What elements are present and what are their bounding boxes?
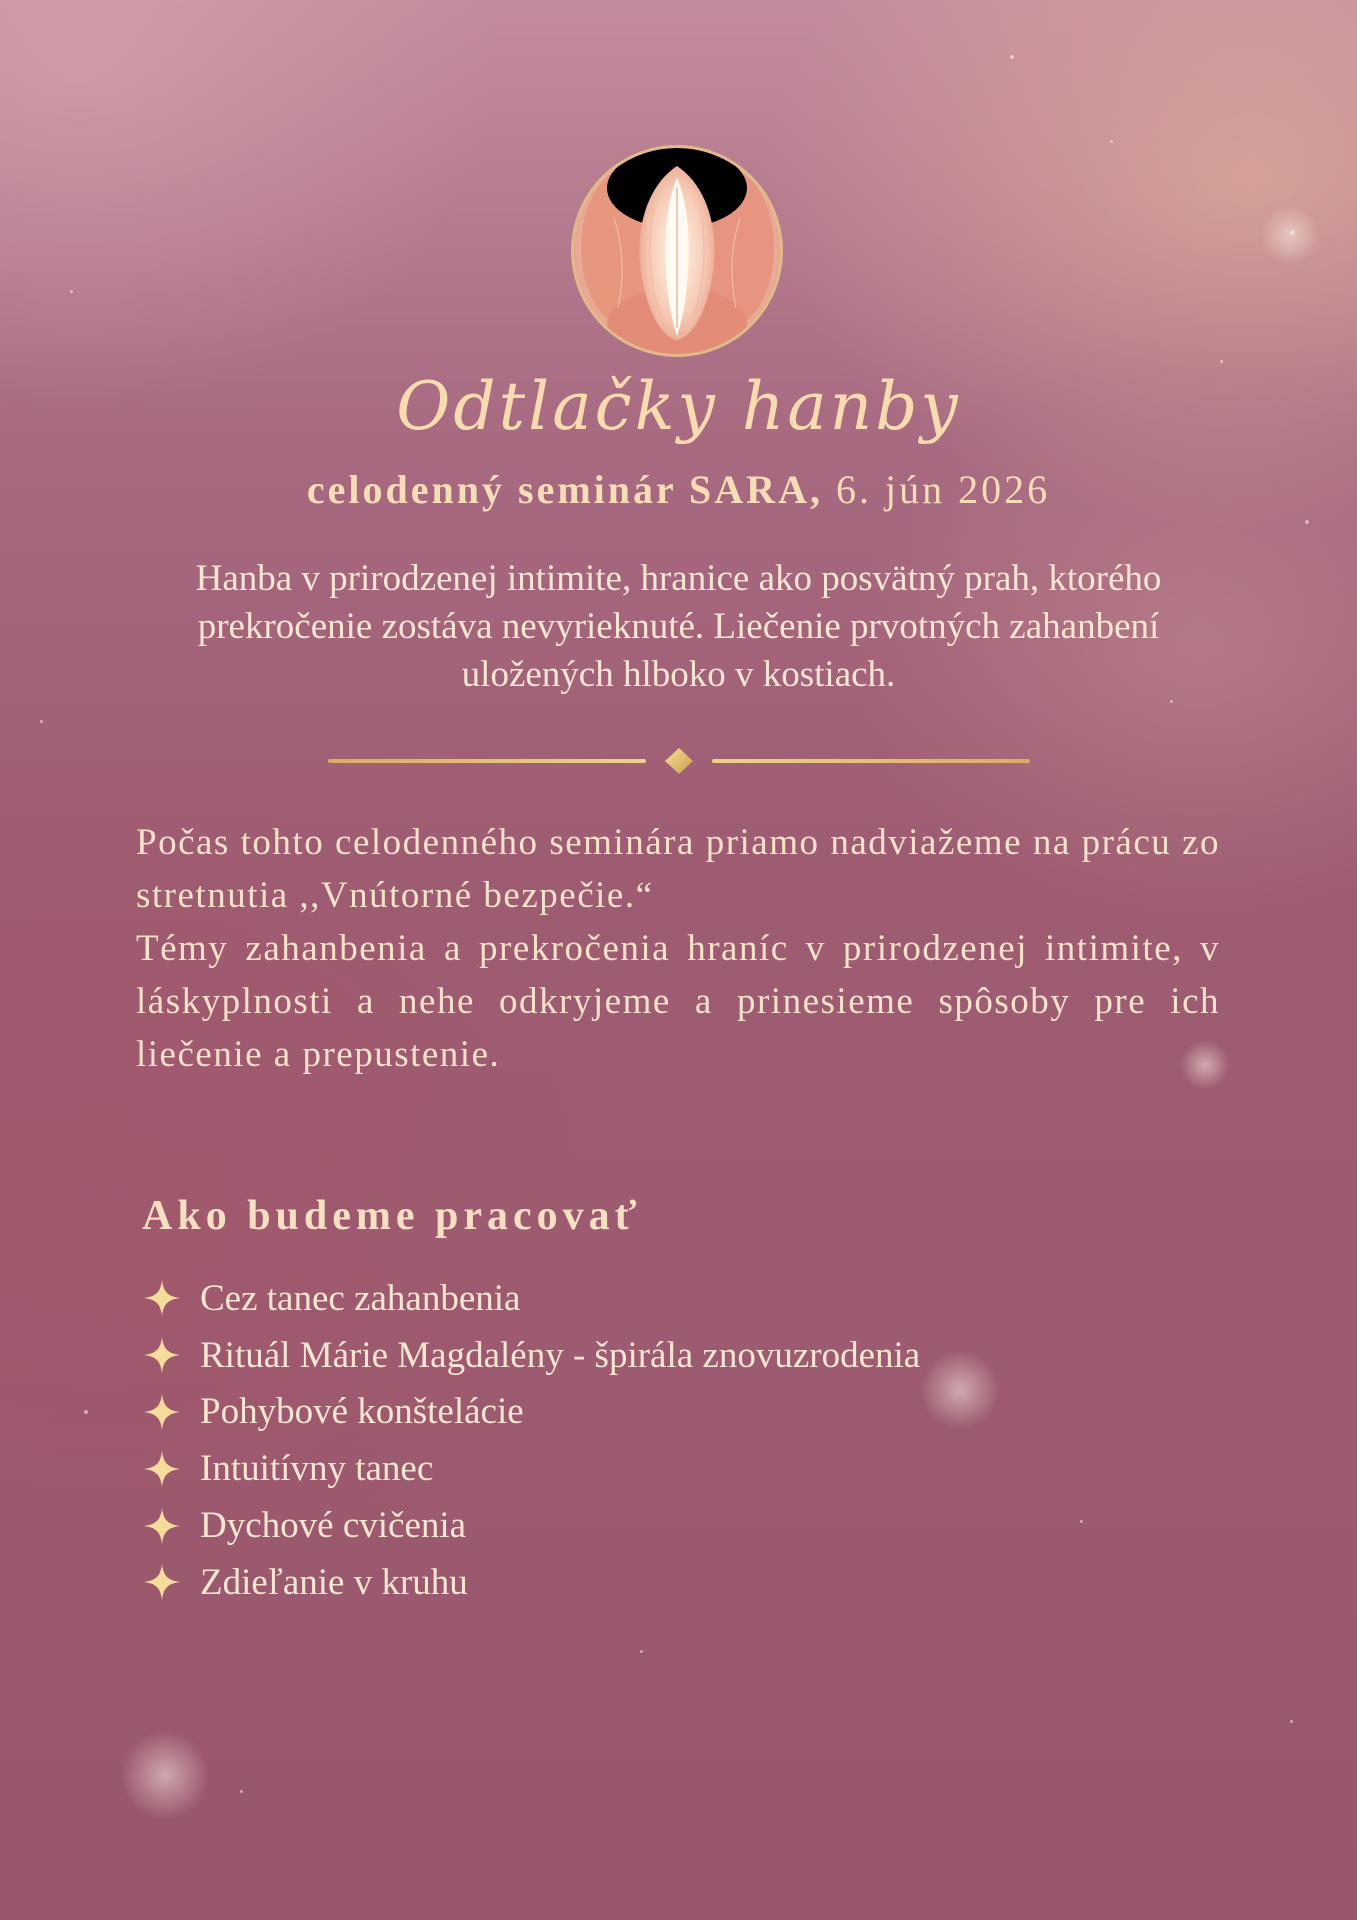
diamond-icon (665, 748, 693, 774)
list-item (142, 1327, 920, 1384)
sparkle-icon (142, 1278, 182, 1318)
intro-line: uložených hlboko v kostiach. (461, 654, 896, 695)
list-item (142, 1440, 920, 1497)
list-item-label: Dychové cvičenia (200, 1505, 467, 1547)
ornamental-divider (328, 748, 1030, 774)
intro-text (120, 555, 1237, 699)
body-text (136, 816, 1220, 1081)
body-paragraph: Témy zahanbenia a prekročenia hraníc v prirodzenej intimite, v láskyplnosti a nehe odkryjeme a prinesieme spôsoby pre ich liečenie a prepustenie. (136, 928, 1220, 1075)
list-item-label: Rituál Márie Magdalény - špirála znovuzrodenia (200, 1334, 921, 1376)
sparkle-icon (142, 1449, 182, 1489)
sparkle-icon (142, 1506, 182, 1546)
flower-petal-icon (574, 148, 780, 354)
list-item-label: Zdieľanie v kruhu (200, 1561, 468, 1603)
flower-logo (571, 145, 783, 357)
list-item-label: Pohybové konštelácie (200, 1391, 524, 1433)
list-item (142, 1270, 920, 1327)
list-item-label: Intuitívny tanec (200, 1448, 434, 1490)
list-item (142, 1497, 920, 1554)
intro-line: prekročenie zostáva nevyrieknuté. Liečenie prvotných zahanbení (197, 606, 1160, 647)
event-name: celodenný seminár SARA, (306, 467, 823, 512)
intro-line: Hanba v prirodzenej intimite, hranice ako posvätný prah, ktorého (195, 558, 1162, 599)
event-subtitle (0, 466, 1357, 513)
sparkle-icon (142, 1335, 182, 1375)
sparkle-icon (142, 1562, 182, 1602)
page-title: Odtlačky hanby (396, 368, 961, 445)
list-item (142, 1384, 920, 1441)
body-paragraph: Počas tohto celodenného seminára priamo nadviažeme na prácu zo stretnutia ,,Vnútorné bezpečie.“ (136, 822, 1220, 916)
sparkle-icon (142, 1392, 182, 1432)
event-date: 6. jún 2026 (822, 467, 1051, 512)
list-item-label: Cez tanec zahanbenia (200, 1277, 521, 1319)
activity-list (142, 1270, 920, 1611)
list-item (142, 1554, 920, 1611)
section-heading: Ako budeme pracovať (142, 1193, 642, 1239)
